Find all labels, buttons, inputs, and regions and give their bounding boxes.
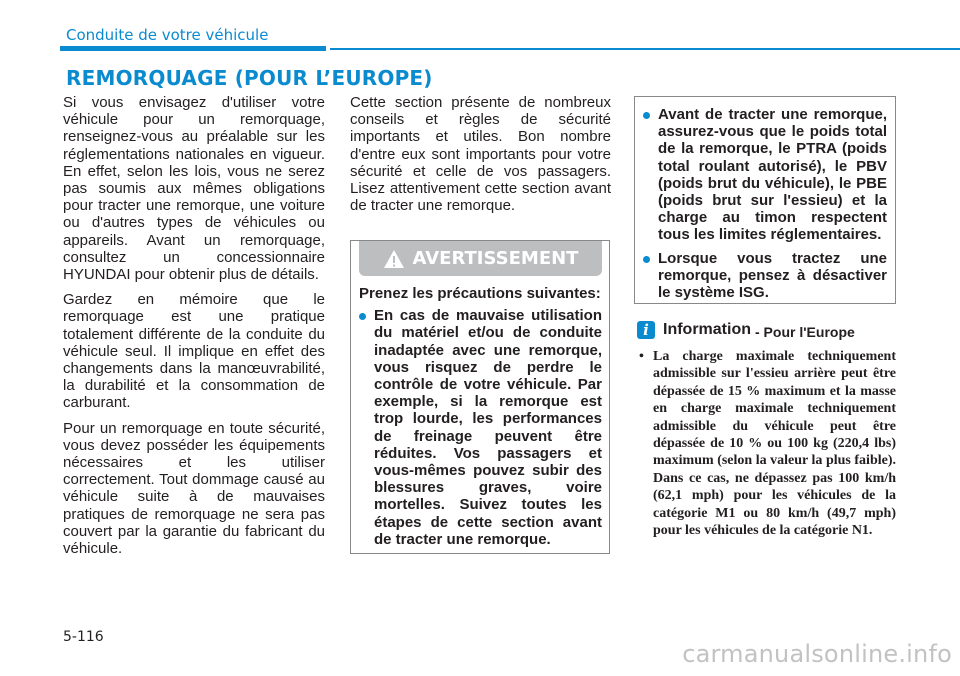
watermark: carmanualsonline.info: [682, 640, 952, 668]
caution-list: [643, 106, 887, 301]
warning-list: [359, 307, 602, 548]
paragraph: Cette section présente de nombreux conseils et règles de sécurité importants et utiles. Bon nombre d'entre eux sont importants pour votre sécurité et celle de vos passagers. Lisez attentivement cette section avant de tracter une remorque.: [350, 94, 611, 215]
column-left: [63, 94, 325, 565]
section-header: Conduite de votre véhicule: [66, 26, 269, 44]
warning-triangle-icon: [383, 249, 405, 269]
info-list: [637, 348, 896, 539]
header-rule-thin: [330, 48, 960, 50]
page-title: REMORQUAGE (POUR L’EUROPE): [66, 66, 433, 90]
paragraph: Gardez en mémoire que le remorquage est une pratique totalement différente de la conduite du véhicule seul. Il implique en effet des changements dans la manœuvrabilité, la durabilité et la consommation de carburant.: [63, 291, 325, 412]
info-heading: [637, 321, 855, 339]
info-body: [637, 348, 896, 539]
info-title: Information: [663, 321, 751, 338]
list-item-text: Lorsque vous tractez une remorque, pensez à désactiver le système ISG.: [658, 249, 887, 302]
caution-box: [634, 96, 896, 304]
header-rule-thick: [60, 46, 326, 51]
warning-box: [350, 240, 610, 554]
warning-title: AVERTISSEMENT: [412, 248, 579, 269]
list-item-text: La charge maximale techniquement admissible sur l'essieu arrière peut être dépassée de 15 % maximum et la masse en charge maximale techniquement admissible du véhicule peut être dépassée de 10 % ou 100 kg (220,4 lbs) maximum (selon la valeur la plus faible). Dans ce cas, ne dépassez pas 100 km/h (62,1 mph) pour les véhicules de la catégorie M1 ou 80 km/h (49,7 mph) pour les véhicules de la catégorie N1.: [653, 349, 896, 539]
column-middle: [350, 94, 611, 222]
info-icon: i: [637, 321, 655, 339]
paragraph: Pour un remorquage en toute sécurité, vous devez posséder les équipements nécessaires et les utiliser correctement. Tout dommage causé au véhicule suite à de mauvaises pratiques de remorquage ne sera pas couvert par la garantie du fabricant du véhicule.: [63, 419, 325, 558]
bullet-icon: •: [639, 349, 644, 364]
list-item-text: Avant de tracter une remorque, assurez-vous que le poids total de la remorque, le PTRA (poids total roulant autorisé), le PBV (poids brut du véhicule), le PBE (poids brut sur l'essieu) et la charge au timon respectent tous les limites réglementaires.: [658, 106, 887, 244]
bullet-icon: [643, 112, 650, 119]
bullet-icon: [359, 313, 366, 320]
list-item: [643, 250, 887, 302]
list-item: [643, 106, 887, 244]
list-item-text: En cas de mauvaise utilisation du matériel et/ou de conduite inadaptée avec une remorque, vous risquez de perdre le contrôle de votre véhicule. Par exemple, si la remorque est trop lourde, les performances de freinage peuvent être réduites. Vos passagers et vous-mêmes pouvez subir des blessures graves, voire mortelles. Suivez toutes les étapes de cette section avant de tracter une remorque.: [374, 307, 602, 548]
list-item: [359, 307, 602, 548]
page-number: 5-116: [63, 629, 104, 645]
list-item: [637, 348, 896, 539]
warning-intro: Prenez les précautions suivantes:: [359, 285, 601, 302]
info-subtitle: - Pour l'Europe: [755, 324, 855, 340]
paragraph: Si vous envisagez d'utiliser votre véhicule pour un remorquage, renseignez-vous au préalable sur les réglementations nationales en vigueur. En effet, selon les lois, vous ne serez pas soumis aux mêmes obligations pour tracter une remorque, une voiture ou d'autres types de véhicules ou appareils. Avant un remorquage, consultez un concessionnaire HYUNDAI pour obtenir plus de détails.: [63, 94, 325, 284]
bullet-icon: [643, 256, 650, 263]
warning-body: [359, 285, 602, 554]
warning-header: [359, 241, 602, 276]
